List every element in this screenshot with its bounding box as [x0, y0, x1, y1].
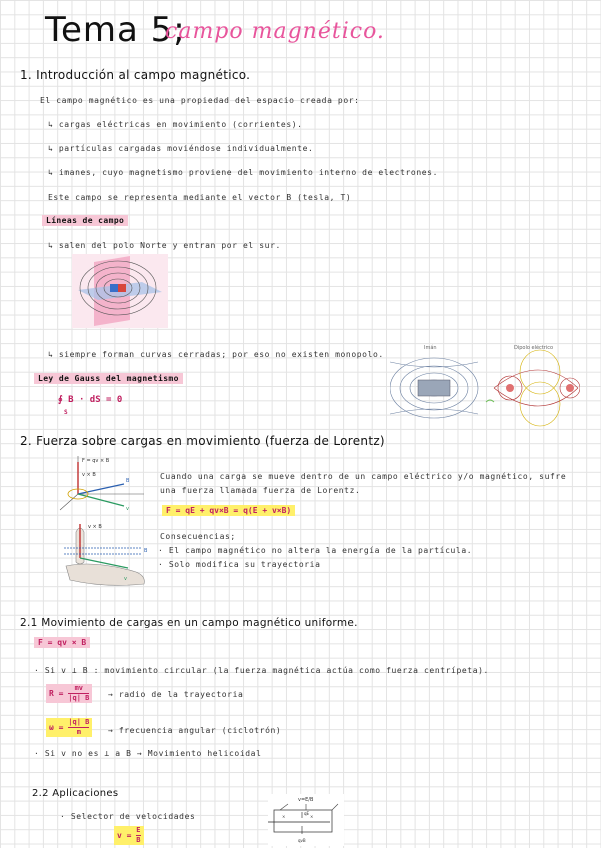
- selector-qvb-label: qvB: [298, 838, 306, 843]
- diag2-b-label: B: [144, 548, 148, 554]
- lorentz-text-2: una fuerza llamada fuerza de Lorentz.: [160, 486, 361, 495]
- velocity-selector-diagram: [268, 794, 344, 846]
- page-subtitle: campo magnético.: [165, 19, 385, 44]
- diag1-f-label: F = qv × B: [82, 458, 110, 464]
- diag2-f-label: v × B: [88, 524, 102, 530]
- selector-velocidades: · Selector de velocidades: [60, 812, 196, 821]
- iman-dipolo-illustration: [390, 342, 580, 434]
- radius-description: → radio de la trayectoria: [108, 690, 244, 699]
- gauss-title: Ley de Gauss del magnetismo: [34, 373, 183, 384]
- section-2-heading: 2. Fuerza sobre cargas en movimiento (fuerza de Lorentz): [20, 434, 385, 448]
- lineas-bullet-2: ↳ siempre forman curvas cerradas; por eso no existen monopolo.: [48, 350, 384, 359]
- diag1-vxb-label: v × B: [82, 472, 96, 478]
- s1-vector-note: Este campo se representa mediante el vector B (tesla, T): [48, 193, 352, 202]
- lorentz-text-1: Cuando una carga se mueve dentro de un campo eléctrico y/o magnético, sufre: [160, 472, 567, 481]
- consecuencia-2: · Solo modifica su trayectoria: [158, 560, 321, 569]
- case-helicoidal: · Si v no es ⊥ a B → Movimiento helicoidal: [34, 749, 262, 758]
- selector-top-label: v=E/B: [298, 797, 314, 803]
- svg-text:×: ×: [282, 814, 286, 819]
- magnetic-force-formula: F = qv × B: [34, 637, 90, 648]
- magnetic-field-illustration: [72, 254, 168, 328]
- lineas-bullet-1: ↳ salen del polo Norte y entran por el sur.: [48, 241, 281, 250]
- angular-frequency-description: → frecuencia angular (ciclotrón): [108, 726, 282, 735]
- velocity-selector-formula: v = $\frac{E}{B}$: [114, 826, 144, 845]
- iman-label: Imán: [424, 345, 437, 351]
- consecuencia-1: · El campo magnético no altera la energía de la partícula.: [158, 546, 473, 555]
- diag2-v-label: v: [124, 576, 127, 582]
- radius-formula: R = $\frac{mv}{|q| B}$: [46, 684, 92, 703]
- lorentz-diagram-2: [58, 518, 154, 588]
- s1-bullet-2: ↳ partículas cargadas moviéndose individualmente.: [48, 144, 314, 153]
- lineas-campo-title: Líneas de campo: [42, 215, 128, 226]
- page-title: Tema 5;: [45, 10, 186, 50]
- selector-qe-label: qE: [304, 811, 310, 816]
- angular-frequency-formula: ω = $\frac{|q| B}{m}$: [46, 718, 92, 737]
- consecuencias-title: Consecuencias;: [160, 532, 236, 541]
- lorentz-diagram-1: [54, 454, 150, 514]
- section-2-1-heading: 2.1 Movimiento de cargas en un campo magnético uniforme.: [20, 617, 358, 629]
- section-2-2-heading: 2.2 Aplicaciones: [32, 788, 119, 799]
- diag1-v-label: v: [126, 506, 129, 512]
- diag1-b-label: B: [126, 478, 130, 484]
- s1-bullet-1: ↳ cargas eléctricas en movimiento (corrientes).: [48, 120, 303, 129]
- lorentz-formula: F = qE + qv×B = q(E + v×B): [162, 505, 295, 516]
- gauss-formula: ∮ B · dS = 0: [58, 395, 123, 405]
- dipolo-label: Dipolo eléctrico: [514, 345, 554, 351]
- s1-intro: El campo magnético es una propiedad del espacio creada por:: [40, 96, 360, 105]
- section-1-heading: 1. Introducción al campo magnético.: [20, 68, 251, 82]
- svg-text:×: ×: [310, 814, 314, 819]
- s1-bullet-3: ↳ imanes, cuyo magnetismo proviene del movimiento interno de electrones.: [48, 168, 438, 177]
- gauss-surface-sub: S: [64, 409, 68, 416]
- case-perpendicular: · Si v ⊥ B : movimiento circular (la fuerza magnética actúa como fuerza centrípeta).: [34, 666, 489, 675]
